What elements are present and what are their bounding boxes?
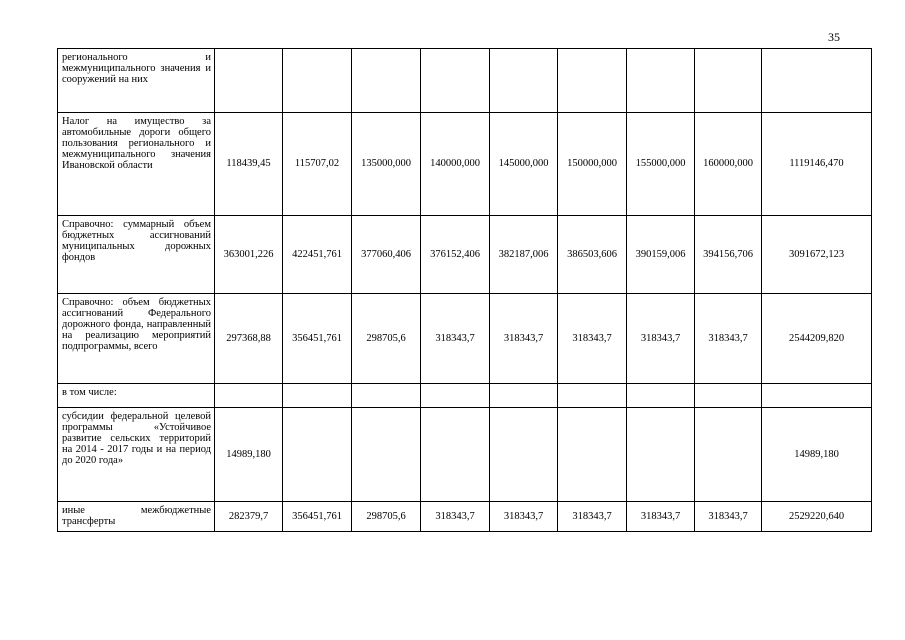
year-value-cell: 318343,7 — [490, 502, 558, 532]
page-number: 35 — [828, 30, 840, 44]
year-value-cell — [352, 384, 421, 408]
year-value-cell: 318343,7 — [558, 502, 627, 532]
year-value-cell: 135000,000 — [352, 113, 421, 216]
row-label: субсидии федеральной целевой программы «Устойчивое развитие сельских территорий на 2014 - 2017 годы и на период до 2020 года» — [58, 408, 215, 502]
row-total-cell — [762, 49, 872, 113]
year-value-cell — [695, 49, 762, 113]
year-value-cell: 115707,02 — [283, 113, 352, 216]
year-value-cell — [627, 408, 695, 502]
table-row — [58, 113, 872, 216]
year-value-cell: 140000,000 — [421, 113, 490, 216]
year-value-cell — [558, 384, 627, 408]
year-value-cell: 356451,761 — [283, 294, 352, 384]
year-value-cell — [283, 408, 352, 502]
year-value-cell: 118439,45 — [215, 113, 283, 216]
year-value-cell: 298705,6 — [352, 502, 421, 532]
year-value-cell — [283, 49, 352, 113]
year-value-cell — [627, 384, 695, 408]
year-value-cell: 318343,7 — [627, 294, 695, 384]
year-value-cell: 318343,7 — [421, 294, 490, 384]
year-value-cell — [421, 408, 490, 502]
year-value-cell: 145000,000 — [490, 113, 558, 216]
budget-table — [57, 48, 872, 532]
year-value-cell: 318343,7 — [695, 294, 762, 384]
row-label: Налог на имущество за автомобильные дороги общего пользования регионального и межмуниципального значения Ивановской области — [58, 113, 215, 216]
year-value-cell: 318343,7 — [421, 502, 490, 532]
year-value-cell — [352, 408, 421, 502]
year-value-cell: 386503,606 — [558, 216, 627, 294]
year-value-cell — [695, 384, 762, 408]
year-value-cell: 318343,7 — [695, 502, 762, 532]
row-total-cell: 14989,180 — [762, 408, 872, 502]
year-value-cell: 422451,761 — [283, 216, 352, 294]
row-label: в том числе: — [58, 384, 215, 408]
year-value-cell — [490, 408, 558, 502]
table-row — [58, 384, 872, 408]
row-total-cell: 2529220,640 — [762, 502, 872, 532]
year-value-cell — [558, 49, 627, 113]
row-label: Справочно: суммарный объем бюджетных ассигнований муниципальных дорожных фондов — [58, 216, 215, 294]
year-value-cell — [490, 49, 558, 113]
year-value-cell: 318343,7 — [490, 294, 558, 384]
year-value-cell: 14989,180 — [215, 408, 283, 502]
year-value-cell: 390159,006 — [627, 216, 695, 294]
row-total-cell: 3091672,123 — [762, 216, 872, 294]
year-value-cell: 377060,406 — [352, 216, 421, 294]
year-value-cell: 160000,000 — [695, 113, 762, 216]
row-label: иные межбюджетные трансферты — [58, 502, 215, 532]
row-label: регионального и межмуниципального значения и сооружений на них — [58, 49, 215, 113]
year-value-cell — [283, 384, 352, 408]
year-value-cell — [490, 384, 558, 408]
year-value-cell: 394156,706 — [695, 216, 762, 294]
year-value-cell: 382187,006 — [490, 216, 558, 294]
year-value-cell — [421, 384, 490, 408]
table-row — [58, 502, 872, 532]
year-value-cell: 376152,406 — [421, 216, 490, 294]
year-value-cell — [421, 49, 490, 113]
year-value-cell — [352, 49, 421, 113]
year-value-cell: 297368,88 — [215, 294, 283, 384]
table-row — [58, 216, 872, 294]
year-value-cell: 356451,761 — [283, 502, 352, 532]
year-value-cell — [558, 408, 627, 502]
table-row — [58, 408, 872, 502]
year-value-cell: 298705,6 — [352, 294, 421, 384]
year-value-cell — [627, 49, 695, 113]
year-value-cell — [695, 408, 762, 502]
row-total-cell — [762, 384, 872, 408]
table-row — [58, 294, 872, 384]
year-value-cell: 318343,7 — [627, 502, 695, 532]
table-row — [58, 49, 872, 113]
year-value-cell: 282379,7 — [215, 502, 283, 532]
year-value-cell — [215, 384, 283, 408]
row-label: Справочно: объем бюджетных ассигнований Федерального дорожного фонда, направленный на реализацию мероприятий подпрограммы, всего — [58, 294, 215, 384]
year-value-cell — [215, 49, 283, 113]
year-value-cell: 363001,226 — [215, 216, 283, 294]
year-value-cell: 150000,000 — [558, 113, 627, 216]
row-total-cell: 2544209,820 — [762, 294, 872, 384]
year-value-cell: 318343,7 — [558, 294, 627, 384]
row-total-cell: 1119146,470 — [762, 113, 872, 216]
year-value-cell: 155000,000 — [627, 113, 695, 216]
